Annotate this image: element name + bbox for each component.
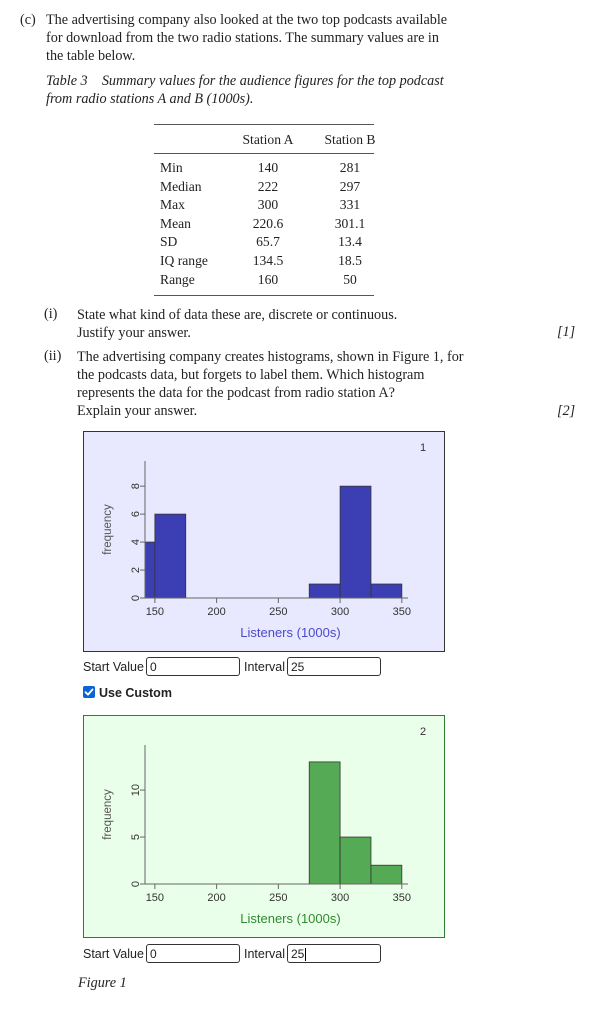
cell-a: 134.5 (252, 252, 284, 268)
cell-a: 300 (257, 197, 279, 213)
use-custom-checkbox[interactable] (83, 686, 95, 698)
table-caption (46, 72, 444, 108)
histogram-bar (340, 486, 371, 598)
header-station-a: Station A (242, 132, 294, 148)
header-station-b: Station B (324, 132, 376, 148)
question-i-marks: [1] (557, 324, 576, 340)
histogram-bar (145, 542, 155, 598)
histogram-id-label: 1 (419, 442, 427, 454)
table-row (154, 215, 390, 234)
x-tick-label: 300 (330, 606, 350, 618)
question-ii-line: the podcasts data, but forgets to label them. Which histogram (77, 367, 425, 383)
y-tick-label: 2 (129, 566, 142, 574)
row-label: Mean (160, 215, 191, 231)
table-row (154, 233, 390, 252)
cell-b: 331 (339, 197, 361, 213)
histogram-bar (155, 514, 186, 598)
part-c-label: (c) (20, 12, 36, 28)
start-value-input-2[interactable]: 0 (146, 944, 240, 963)
x-axis-label: Listeners (1000s) (240, 625, 341, 640)
histogram-id-label: 2 (419, 726, 427, 738)
histogram-1-svg (83, 431, 445, 652)
histogram-bar (309, 762, 340, 884)
cell-b: 18.5 (338, 252, 362, 268)
cell-a: 160 (257, 271, 279, 287)
interval-label-2: Interval (244, 947, 285, 961)
histogram-bar (371, 584, 402, 598)
cell-b: 13.4 (338, 234, 362, 250)
question-i-text (77, 306, 397, 342)
table-row (154, 271, 390, 290)
x-tick-label: 250 (269, 892, 288, 904)
start-value-label-2: Start Value (83, 947, 144, 961)
question-ii-marks: [2] (557, 403, 576, 419)
table-row (154, 159, 390, 178)
histogram-2-svg (83, 715, 445, 938)
cell-b: 301.1 (334, 215, 366, 231)
part-c-line: for download from the two radio stations. The summary values are in (46, 30, 439, 46)
x-tick-label: 150 (145, 606, 165, 618)
histogram-bar (309, 584, 340, 598)
row-label: Range (160, 271, 195, 287)
table-header-row (154, 124, 390, 153)
question-ii-line: The advertising company creates histograms, shown in Figure 1, for (77, 349, 464, 365)
table-row (154, 252, 390, 271)
part-c-line: the table below. (46, 48, 136, 64)
cell-a: 65.7 (256, 234, 280, 250)
row-label: IQ range (160, 252, 208, 268)
interval-input-1[interactable]: 25 (287, 657, 381, 676)
check-icon (83, 686, 95, 698)
y-tick-label: 10 (129, 783, 142, 797)
histogram-2 (83, 715, 445, 938)
cell-a: 140 (257, 160, 279, 175)
start-value-label-1: Start Value (83, 660, 144, 674)
question-ii-line: represents the data for the podcast from radio station A? (77, 385, 395, 401)
interval-label-1: Interval (244, 660, 285, 674)
cell-b: 50 (343, 271, 357, 287)
table-caption-line: from radio stations A and B (1000s). (46, 91, 254, 107)
cell-a: 222 (257, 178, 279, 194)
text-cursor (305, 948, 306, 961)
question-i-line: Justify your answer. (77, 325, 191, 341)
y-tick-label: 4 (129, 539, 142, 546)
question-i-label: (i) (44, 306, 58, 322)
histogram-bar (371, 865, 402, 884)
part-c-text (46, 11, 447, 65)
cell-b: 297 (339, 178, 361, 194)
y-tick-label: 0 (129, 880, 142, 888)
row-label: Min (160, 160, 183, 175)
y-tick-label: 6 (129, 511, 142, 518)
cell-b: 281 (339, 160, 361, 175)
histogram-bar (340, 837, 371, 884)
x-axis-label: Listeners (1000s) (240, 911, 341, 926)
row-label: Max (160, 197, 185, 213)
x-tick-label: 250 (269, 606, 288, 618)
use-custom-label: Use Custom (99, 686, 172, 700)
cell-a: 220.6 (252, 215, 284, 231)
question-ii-text (77, 348, 464, 420)
interval-input-2[interactable] (287, 944, 381, 963)
row-label: Median (160, 178, 202, 194)
table-row (154, 196, 390, 215)
table-caption-line: Table 3 Summary values for the audience figures for the top podcast (46, 73, 444, 89)
x-tick-label: 350 (392, 606, 412, 618)
question-ii-line: Explain your answer. (77, 403, 198, 419)
y-tick-label: 5 (129, 833, 142, 841)
x-tick-label: 200 (207, 892, 226, 904)
question-i-line: State what kind of data these are, discrete or continuous. (77, 307, 398, 323)
row-label: SD (160, 234, 178, 250)
y-axis-label: frequency (102, 789, 114, 840)
chart-background (84, 716, 445, 938)
question-ii-label: (ii) (44, 348, 62, 364)
interval-value-2: 25 (291, 947, 305, 961)
table-row (154, 178, 390, 197)
table-bottom-rule (154, 295, 374, 296)
histogram-1 (83, 431, 445, 652)
y-axis-label: frequency (102, 504, 114, 555)
part-c-line: The advertising company also looked at the two top podcasts available (46, 12, 448, 28)
y-tick-label: 0 (129, 594, 142, 602)
x-tick-label: 150 (145, 892, 165, 904)
x-tick-label: 300 (330, 892, 350, 904)
start-value-input-1[interactable]: 0 (146, 657, 240, 676)
x-tick-label: 350 (392, 892, 412, 904)
figure-caption: Figure 1 (78, 975, 127, 991)
summary-table (154, 124, 390, 289)
x-tick-label: 200 (207, 606, 226, 618)
y-tick-label: 8 (129, 483, 142, 490)
